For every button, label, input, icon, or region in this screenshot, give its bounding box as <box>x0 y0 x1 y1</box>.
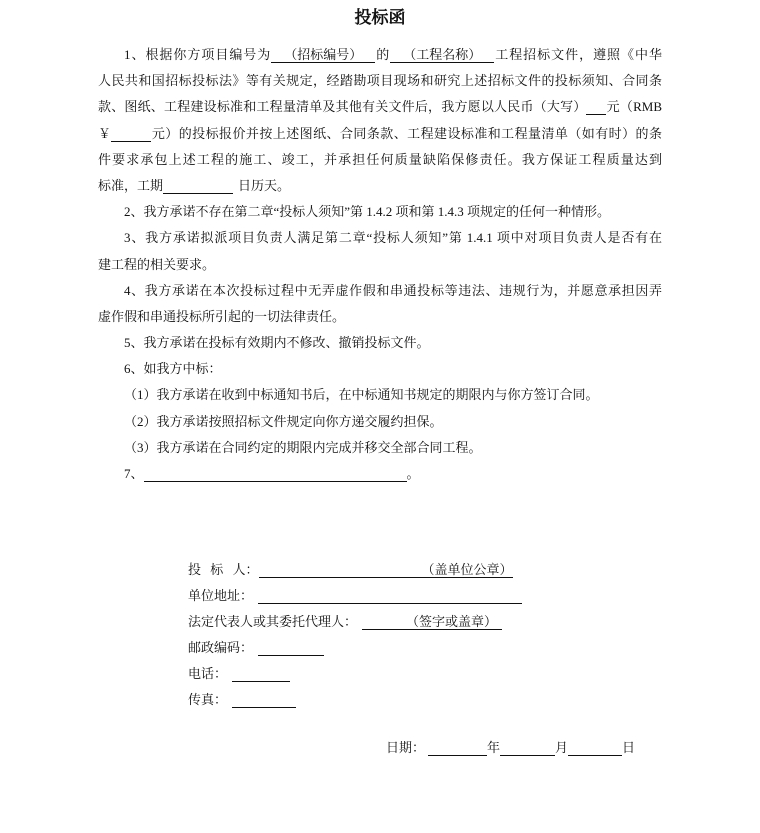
clause-1-line-4-text-b: 元）的投标报价并按上述图纸、合同条款、工程建设标准和工程量清单（如有时）的条 <box>151 125 662 141</box>
address-row <box>188 583 522 609</box>
yuan-sign: ￥ <box>98 125 112 141</box>
date-day-blank <box>568 740 622 756</box>
clause-2: 2、我方承诺不存在第二章“投标人须知”第 1.4.2 项和第 1.4.3 项规定的任何一种情形。 <box>124 204 611 220</box>
bidder-label: 投 标 人： <box>188 562 259 577</box>
clause-7 <box>98 461 662 487</box>
clause-6-intro: 6、如我方中标： <box>124 361 222 377</box>
clause-1-line-3 <box>98 94 662 120</box>
representative-blank <box>362 614 502 630</box>
clause-7-end: 。 <box>406 466 420 481</box>
address-blank <box>258 588 522 604</box>
representative-row <box>188 609 522 635</box>
clause-1-line-6-text-b: 日历天。 <box>238 177 291 193</box>
bidder-seal-hint: （盖单位公章） <box>421 562 513 577</box>
clause-7-number: 7、 <box>124 466 144 481</box>
document-body <box>98 42 662 487</box>
clause-5: 5、我方承诺在投标有效期内不修改、撤销投标文件。 <box>124 335 430 351</box>
date-month-label: 月 <box>555 740 569 755</box>
postcode-label: 邮政编码： <box>188 640 254 655</box>
clause-3 <box>98 225 662 277</box>
clause-3-line-2: 建工程的相关要求。 <box>98 256 216 272</box>
clause-6 <box>98 356 662 461</box>
representative-label: 法定代表人或其委托代理人： <box>188 614 358 629</box>
signature-block <box>188 557 522 713</box>
clause-1-line-1 <box>98 42 662 68</box>
bid-amount-figures-blank <box>111 126 151 142</box>
clause-1-line-1-text-a: 1、根据你方项目编号为 <box>124 47 272 62</box>
clause-6-item-1: （1）我方承诺在收到中标通知书后，在中标通知书规定的期限内与你方签订合同。 <box>124 387 599 403</box>
phone-blank <box>232 666 290 682</box>
date-label: 日期： <box>386 740 426 755</box>
postcode-blank <box>258 640 324 656</box>
clause-4-line-1: 4、我方承诺在本次投标过程中无弄虚作假和串通投标等违法、违规行为，并愿意承担因弄 <box>124 282 662 298</box>
bid-number-blank <box>271 47 375 63</box>
representative-sign-hint: （签字或盖章） <box>406 614 498 629</box>
address-label: 单位地址： <box>188 588 254 603</box>
bidder-row <box>188 557 522 583</box>
clause-1 <box>98 42 662 199</box>
date-row <box>386 735 635 761</box>
clause-4-line-2: 虚作假和串通投标所引起的一切法律责任。 <box>98 308 346 324</box>
phone-label: 电话： <box>188 666 228 681</box>
phone-row <box>188 661 522 687</box>
clause-1-line-1-text-c: 工程招标文件，遵照《中华 <box>494 47 662 62</box>
clause-6-item-3: （3）我方承诺在合同约定的期限内完成并移交全部合同工程。 <box>124 439 482 455</box>
clause-1-line-3-text-b: 元（RMB <box>606 99 662 115</box>
document-title: 投标函 <box>354 8 406 27</box>
date-year-label: 年 <box>487 740 501 755</box>
bid-number-hint: （招标编号） <box>284 47 363 62</box>
clause-3-line-1: 3、我方承诺拟派项目负责人满足第二章“投标人须知”第 1.4.1 项中对项目负责人是否有在 <box>124 230 662 246</box>
clause-1-line-3-text-a: 款、图纸、工程建设标准和工程量清单及其他有关文件后，我方愿以人民币（大写） <box>98 99 587 115</box>
clause-1-line-5: 件要求承包上述工程的施工、竣工，并承担任何质量缺陷保修责任。我方保证工程质量达到 <box>98 151 662 167</box>
date-year-blank <box>428 740 487 756</box>
clause-1-line-1-text-b: 的 <box>375 47 391 62</box>
date-month-blank <box>500 740 555 756</box>
fax-label: 传真： <box>188 692 228 707</box>
clause-7-blank <box>144 466 407 482</box>
clause-1-line-6 <box>98 173 662 199</box>
clause-6-item-2: （2）我方承诺按照招标文件规定向你方递交履约担保。 <box>124 413 443 429</box>
postcode-row <box>188 635 522 661</box>
fax-blank <box>232 692 296 708</box>
date-day-label: 日 <box>622 740 636 755</box>
fax-row <box>188 687 522 713</box>
project-name-blank <box>390 47 494 63</box>
bidder-blank <box>259 562 513 578</box>
clause-1-line-4 <box>98 121 662 147</box>
clause-4 <box>98 278 662 330</box>
construction-period-blank <box>163 178 233 194</box>
clause-1-line-6-text-a: 标准，工期 <box>98 177 164 193</box>
project-name-hint: （工程名称） <box>403 47 482 62</box>
clause-1-line-2: 人民共和国招标投标法》等有关规定，经踏勘项目现场和研究上述招标文件的投标须知、合同条 <box>98 73 662 89</box>
bid-amount-words-blank <box>586 99 606 115</box>
